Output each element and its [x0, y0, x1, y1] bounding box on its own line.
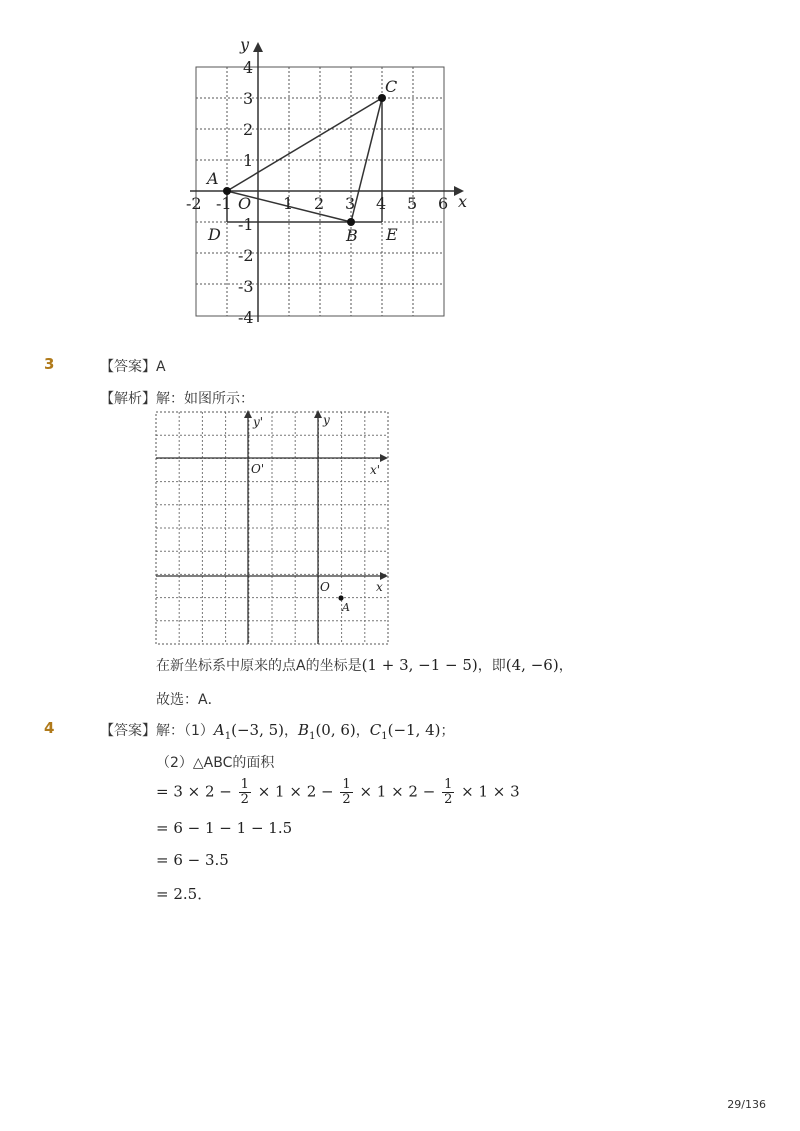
answer-label: 【答案】 [100, 723, 156, 739]
a1-subscript: 1 [224, 730, 232, 742]
sep: ， [355, 723, 370, 739]
a1-symbol: A [213, 721, 225, 739]
fraction-half: $\frac{1}{2}$ [342, 777, 351, 807]
x-prime-arrow [380, 454, 388, 462]
label-A: A [207, 169, 219, 188]
y-tick-label: 4 [243, 58, 254, 77]
q4-eq4 [156, 883, 212, 904]
x-tick-label: 5 [407, 194, 418, 213]
c1-subscript: 1 [381, 730, 388, 742]
b1-coord: (0, 6) [315, 721, 356, 739]
c1-coord: (−1, 4) [387, 721, 441, 739]
q3-result-line [156, 655, 573, 675]
q4-part2-line: （2）△ABC的面积 [156, 755, 275, 771]
eq1-c: × 1 × 2 − [359, 782, 436, 801]
y-tick-label: 3 [243, 89, 254, 108]
label-E: E [386, 225, 398, 244]
grid-lines [156, 412, 388, 644]
y-axis-arrow [314, 410, 322, 418]
eq1-b: × 1 × 2 − [257, 782, 334, 801]
o-label: O [320, 580, 330, 594]
y-prime-label: y' [253, 415, 264, 429]
x-tick-label: 3 [345, 194, 356, 213]
x-tick-label: -1 [216, 194, 232, 213]
x-label: x [376, 580, 383, 594]
eq4-value: = 2.5 [156, 885, 198, 903]
o-prime-label: O' [251, 462, 265, 476]
q3-answer-line [100, 356, 166, 376]
x-tick-label: -2 [186, 194, 202, 213]
y-axis-label: y [240, 35, 250, 54]
fraction-half: $\frac{1}{2}$ [444, 777, 453, 807]
figure-1-coordinate-grid [180, 30, 480, 330]
q4-eq3: = 6 − 3.5 [156, 851, 229, 869]
q3-line1-mid: ，即 [477, 658, 506, 674]
analysis-label: 【解析】 [100, 391, 156, 407]
origin-label: O [238, 194, 252, 213]
b1-symbol: B [298, 721, 310, 739]
question-number-4: 4 [44, 719, 55, 737]
y-tick-label: -1 [238, 215, 254, 234]
x-axis-label: x [458, 192, 468, 211]
y-prime-arrow [244, 410, 252, 418]
c1-symbol: C [369, 721, 382, 739]
figure-2-coordinate-grid [150, 405, 395, 650]
q3-choice-line: 故选：A． [156, 692, 222, 708]
a1-coord: (−3, 5) [231, 721, 285, 739]
page-number: 29/136 [727, 1098, 766, 1111]
eq1-d: × 1 × 3 [461, 782, 520, 801]
sep: ， [284, 723, 299, 739]
x-tick-label: 4 [376, 194, 387, 213]
y-tick-label: -3 [238, 277, 254, 296]
y-tick-label: 1 [243, 151, 254, 170]
q3-line1-expr2: (4, −6) [505, 656, 559, 674]
q4-eq2: = 6 − 1 − 1 − 1.5 [156, 819, 293, 837]
y-tick-label: 2 [243, 120, 254, 139]
x-tick-label: 2 [314, 194, 325, 213]
label-B: B [346, 226, 358, 245]
q3-line1-text: 在新坐标系中原来的点A的坐标是 [156, 658, 362, 674]
label-D: D [208, 225, 221, 244]
answer-value: A [156, 359, 166, 375]
y-tick-label: -4 [238, 308, 254, 327]
point-B [347, 218, 355, 226]
q4-part1-prefix: 解：（1） [156, 723, 214, 739]
eq4-end: ． [197, 885, 213, 903]
segment-AC [227, 98, 382, 191]
q4-eq1 [156, 778, 520, 807]
x-tick-label: 1 [283, 194, 294, 213]
fraction-half: $\frac{1}{2}$ [240, 777, 249, 807]
a-label: A [342, 601, 350, 614]
y-tick-label: -2 [238, 246, 254, 265]
y-axis-arrow [253, 42, 263, 52]
q4-answer-line [100, 720, 455, 742]
y-label: y [323, 413, 330, 427]
answer-label: 【答案】 [100, 359, 156, 375]
x-axis-arrow [380, 572, 388, 580]
eq1-a: = 3 × 2 − [156, 782, 232, 801]
q3-line1-end: ， [558, 658, 573, 674]
point-A [338, 595, 343, 600]
x-prime-label: x' [370, 463, 381, 477]
end: ； [440, 723, 455, 739]
label-C: C [385, 77, 398, 96]
question-number-3: 3 [44, 355, 55, 373]
q3-line1-expr1: (1 + 3, −1 − 5) [361, 656, 478, 674]
x-tick-label: 6 [438, 194, 449, 213]
analysis-text: 解：如图所示： [156, 391, 254, 407]
b1-subscript: 1 [309, 730, 316, 742]
